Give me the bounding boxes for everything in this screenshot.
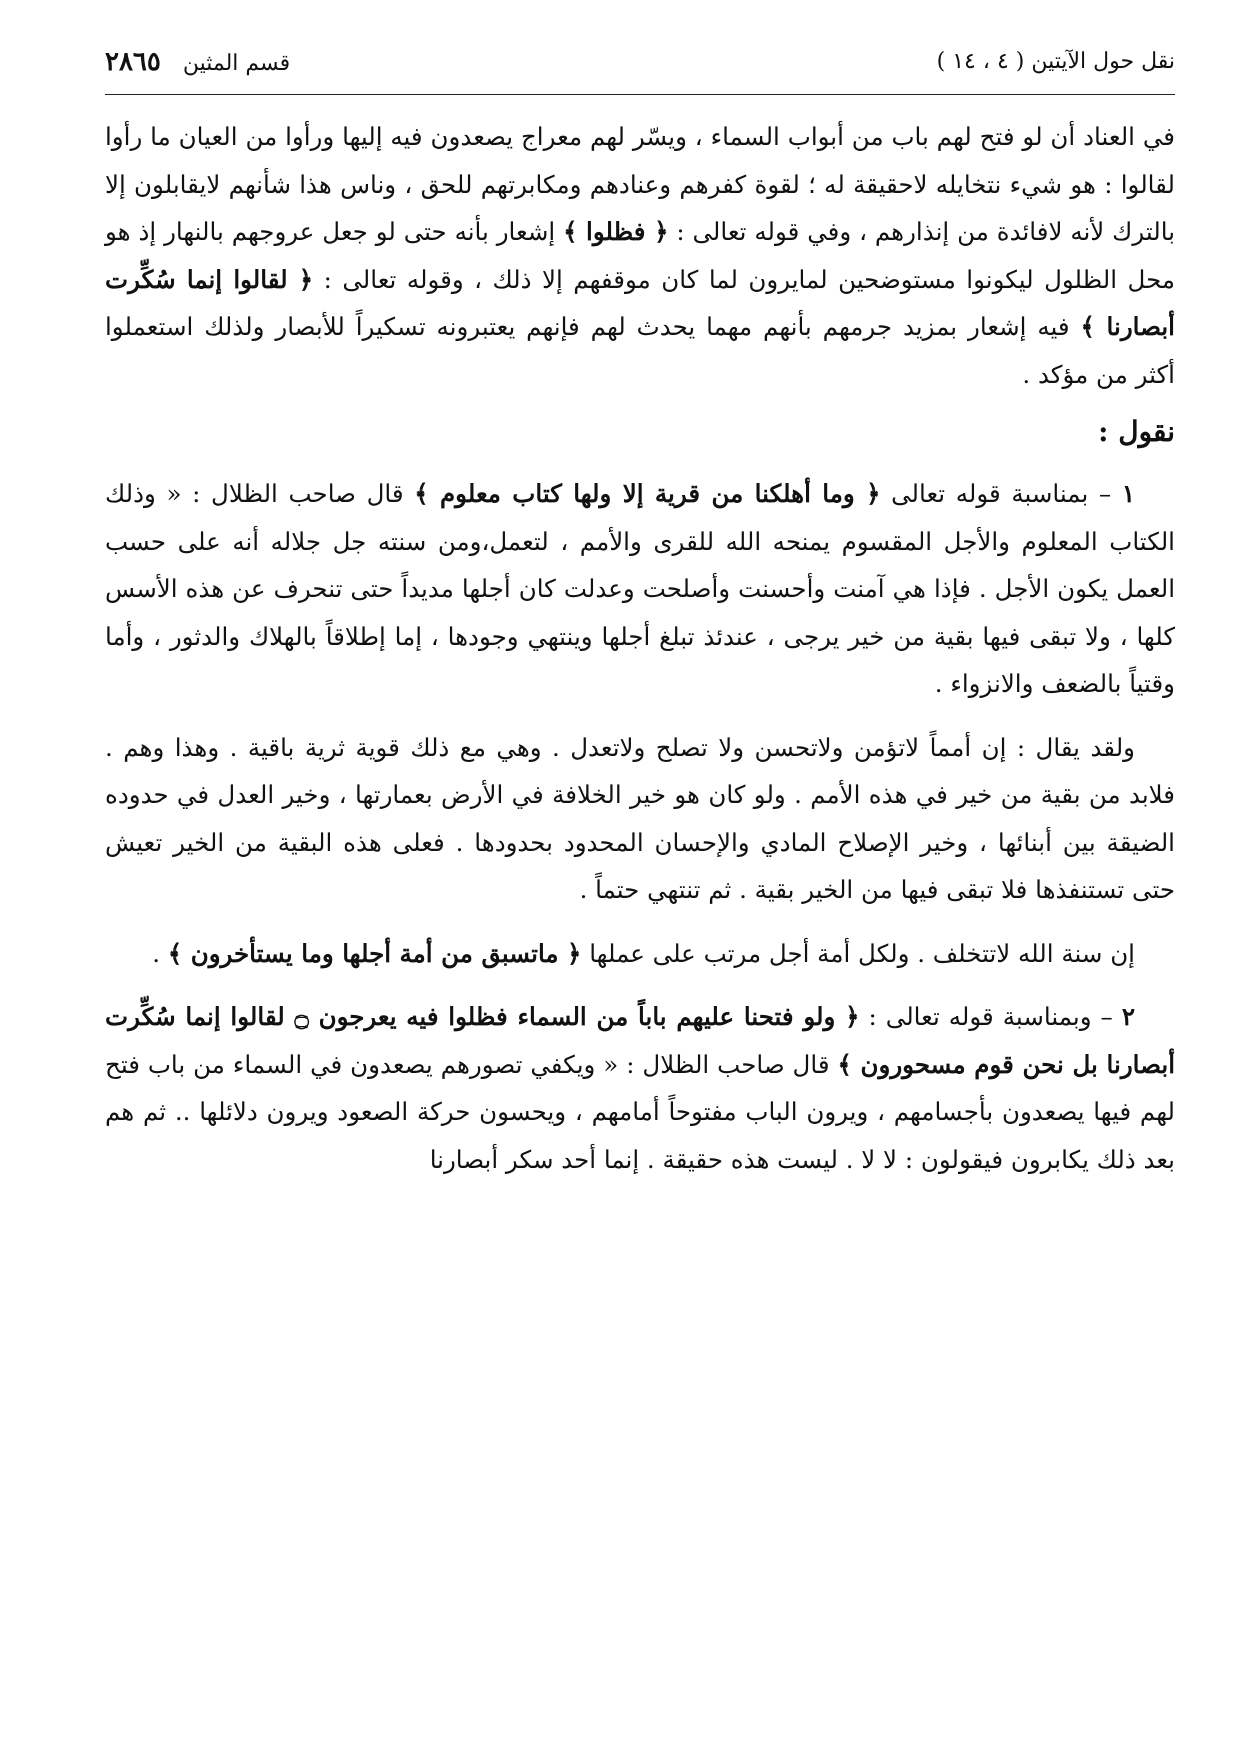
intro-text-2: إشعار بأنه حتى لو جعل عروجهم بالنهار إذ هو محل الظلول ليكونوا مستوضحين لمايرون لما كان موقفهم إلا ذلك ، وقوله تعالى : (105, 217, 1176, 294)
book-title: قسم المثين (182, 51, 291, 76)
page-number: ٢٨٦٥ (105, 47, 161, 77)
para-3-text-2: . (152, 938, 168, 968)
note-1-text-2: قال صاحب الظلال : « وذلك الكتاب المعلوم والأجل المقسوم يمنحه الله للقرى والأمم ، لتعمل،ومن سنته جل جلاله أنه على حسب العمل يكون الأجل . فإذا هي آمنت وأحسنت وأصلحت وعدلت كان أجلها مديداً حتى تنحرف عن هذه الأسس كلها ، ولا تبقى فيها بقية من خير يرجى ، عندئذ تبلغ أجلها وينتهي وجودها ، إما إطلاقاً بالهلاك والدثور ، وأما وقتياً بالضعف والانزواء . (105, 479, 1175, 698)
para-3-quran: ﴿ ماتسبق من أمة أجلها وما يستأخرون ﴾ (167, 938, 582, 968)
note-2-number: ٢ (1121, 1002, 1135, 1031)
document-page (105, 40, 1175, 1720)
note-2-paragraph (105, 993, 1175, 1183)
note-1-paragraph (105, 470, 1175, 708)
intro-paragraph (105, 113, 1175, 398)
spacer (105, 977, 1175, 993)
section-heading: نقول : (1098, 415, 1175, 448)
intro-text-3: فيه إشعار بمزيد جرمهم بأنهم مهما يحدث لهم فإنهم يعتبرونه تسكيراً للأبصار ولذلك استعملوا أكثر من مؤكد . (105, 312, 1175, 389)
header-rule (105, 94, 1175, 95)
paragraph-2: ولقد يقال : إن أمماً لاتؤمن ولاتحسن ولا تصلح ولاتعدل . وهي مع ذلك قوية ثرية باقية . وهذا وهم . فلابد من بقية من خير في هذه الأمم . ولو كان هو خير الخلافة في الأرض بعمارتها ، وخير العدل في حدوده الضيقة بين أبنائها ، وخير الإصلاح المادي والإحسان المحدود بحدودها . فعلى هذه البقية من الخير تعيش حتى تستنفذها فلا تبقى فيها من الخير بقية . ثم تنتهي حتماً . (105, 732, 1175, 904)
note-2-text-2: قال صاحب الظلال : « ويكفي تصورهم يصعدون في السماء من باب فتح لهم فيها يصعدون بأجسامهم ، ويرون الباب مفتوحاً أمامهم ، ويحسون حركة الصعود ويرون دلائلها .. ثم هم بعد ذلك يكابرون فيقولون : لا لا . ليست هذه حقيقة . إنما أحد سكر أبصارنا (105, 1049, 1175, 1174)
note-1-text-1: – بمناسبة قوله تعالى (880, 479, 1122, 508)
intro-text-1: في العناد أن لو فتح لهم باب من أبواب السماء ، ويسّر لهم معراج يصعدون فيه إليها ورأوا من العيان ما رأوا لقالوا : هو شيء نتخايله لاحقيقة له ؛ لقوة كفرهم وعنادهم ومكابرتهم للحق ، وناس هذا شأنهم لايقابلون إلا بالترك لأنه لافائدة من إنذارهم ، وفي قوله تعالى : (105, 122, 1176, 246)
running-title: نقل حول الآيتين ( ٤ ، ١٤ ) (936, 49, 1175, 74)
spacer (105, 914, 1175, 930)
spacer (105, 708, 1175, 724)
page-header (105, 40, 1175, 84)
note-2-quran: ﴿ ولو فتحنا عليهم باباً من السماء فظلوا فيه يعرجون ۝ لقالوا إنما سُكِّرت أبصارنا بل نحن قوم مسحورون ﴾ (105, 1002, 1175, 1079)
intro-quran-2: ﴿ لقالوا إنما سُكِّرت أبصارنا ﴾ (105, 264, 1175, 341)
note-1-quran: ﴿ وما أهلكنا من قرية إلا ولها كتاب معلوم ﴾ (414, 479, 881, 508)
note-1-number: ١ (1121, 479, 1136, 508)
note-2-text-1: – وبمناسبة قوله تعالى : (859, 1002, 1122, 1031)
intro-quran-1: ﴿ فظلوا ﴾ (563, 217, 669, 246)
paragraph-3 (105, 930, 1175, 978)
book-title-block (105, 40, 290, 86)
para-3-text-1: إن سنة الله لاتتخلف . ولكل أمة أجل مرتب على عملها (581, 938, 1135, 968)
